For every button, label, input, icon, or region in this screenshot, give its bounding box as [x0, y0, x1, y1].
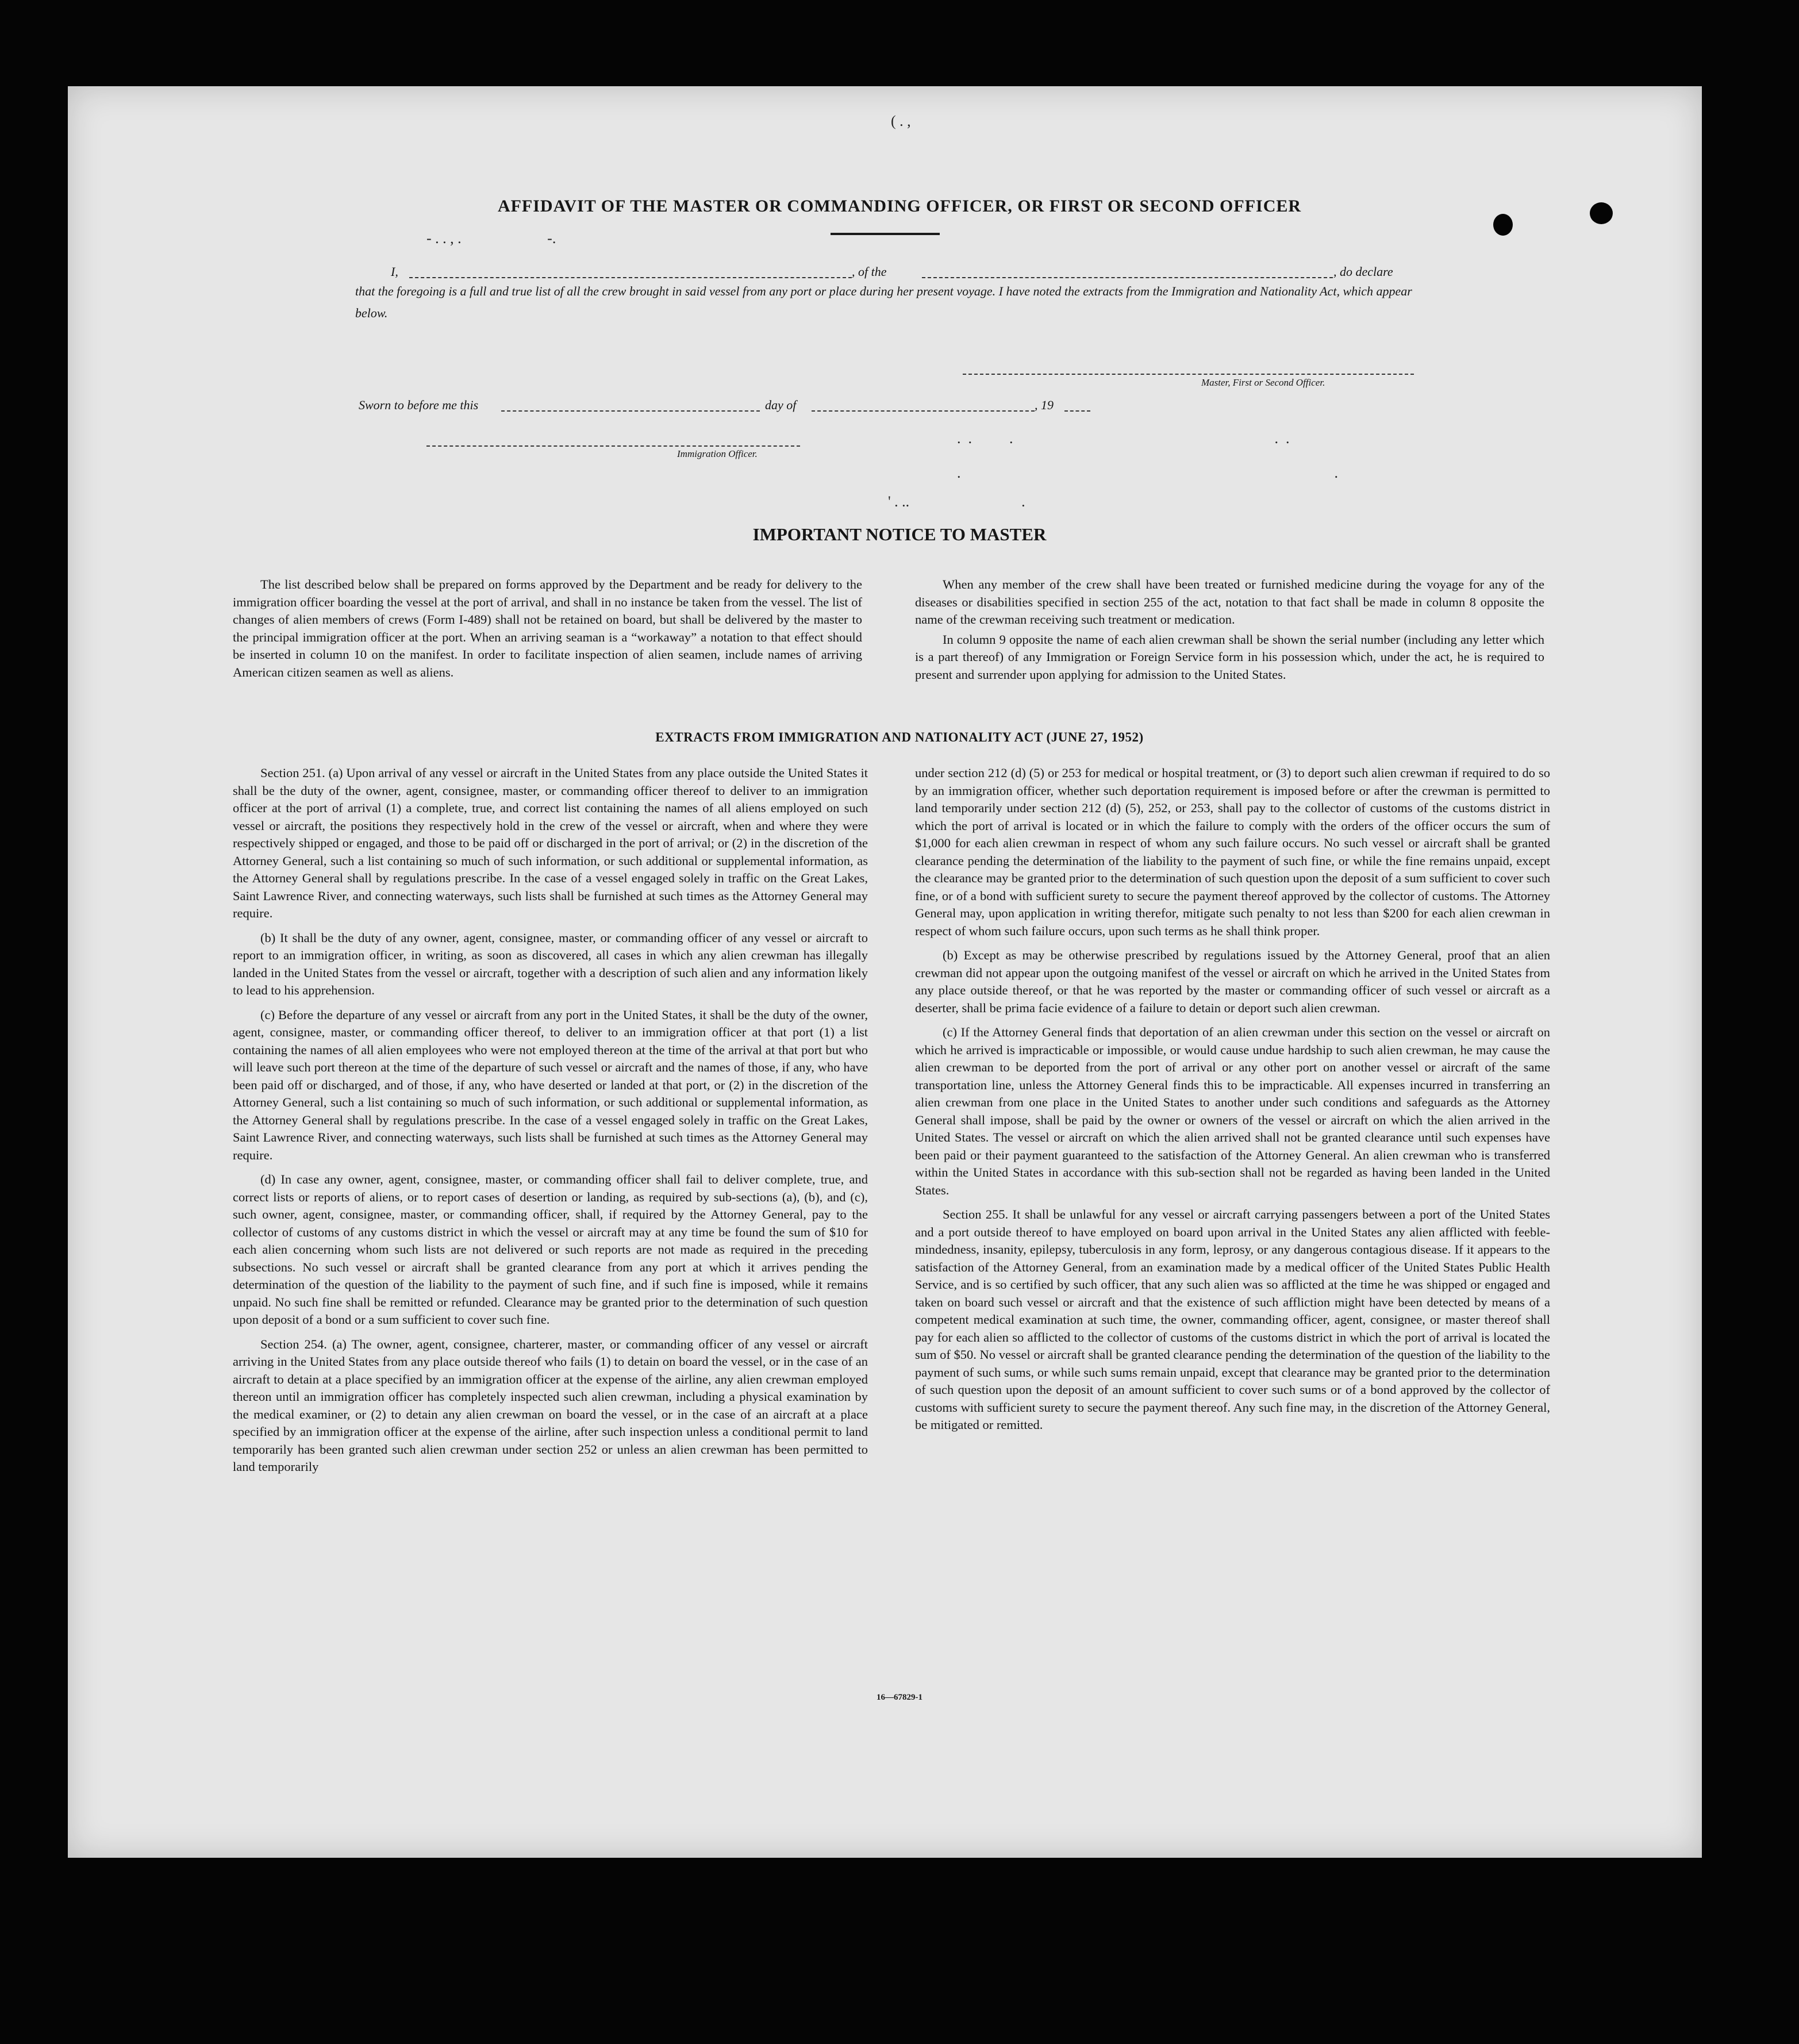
day-of-label: day of	[765, 398, 797, 412]
stray-mark: - . . , . -.	[426, 230, 556, 247]
section-251a: Section 251. (a) Upon arrival of any vessel or aircraft in the United States from any place outside the United States it shall be the duty of the owner, agent, consignee, master, or commanding officer thereof to deliver to an immigration officer at the port of arrival (1) a complete, true, and correct list containing the names of all aliens employed on such vessel or aircraft, the positions they respectively hold in the crew of the vessel or aircraft, when and where they were respectively shipped or engaged, and those to be paid off or discharged in the port of arrival; or (2) in the discretion of the Attorney General, such a list containing so much of such information, or such additional or supplemental information, as the Attorney General shall by regulations prescribe. In the case of a vessel engaged solely in traffic on the Great Lakes, Saint Lawrence River, and connecting waterways, such lists shall be furnished at such times as the Attorney General may require.	[233, 766, 868, 920]
stray-mark: . . . . .	[957, 430, 1290, 447]
sworn-year-blank	[1064, 410, 1090, 412]
notice-left-column	[233, 576, 862, 688]
notice-right-text-2: In column 9 opposite the name of each alien crewman shall be shown the serial number (including any letter which is a part thereof) of any Immigration or Foreign Service form in his possession which, under the act, he is required to present and surrender upon applying for admission to the United States.	[915, 632, 1544, 682]
notice-left-text: The list described below shall be prepared on forms approved by the Department and be ready for delivery to the immigration officer boarding the vessel at the port of arrival, and shall in no instance be taken from the vessel. The list of changes of alien members of crews (Form I-489) shall not be retained on board, but shall be delivered by the master to the principal immigration officer at the port. When an arriving seaman is a “workaway” a notation to that effect should be inserted in column 10 on the manifest. In order to facilitate inspection of alien seamen, include names of arriving American citizen seamen as well as aliens.	[233, 577, 862, 679]
officer-signature-line	[426, 445, 800, 447]
extracts-left-column	[233, 764, 868, 1483]
extracts-right-column	[915, 764, 1550, 1441]
signature-label: Master, First or Second Officer.	[1201, 377, 1325, 388]
notice-right-column	[915, 576, 1544, 690]
section-251c: (c) Before the departure of any vessel or aircraft from any port in the United States, it shall be the duty of the owner, agent, consignee, master, or commanding officer thereof, to deliver to an immigration officer at that port (1) a list containing the names of all alien employees who were not employed thereon at the time of the arrival at that port but who will leave such port thereon at the time of the departure of such vessel or aircraft and the names of those, if any, who have been paid off or discharged, and of those, if any, who have deserted or landed at that port, or (2) in the discretion of the Attorney General, such a list containing so much of such information, or such additional or supplemental information, as the Attorney General shall by regulations prescribe. In the case of a vessel engaged solely in traffic on the Great Lakes, Saint Lawrence River, and connecting waterways, such lists shall be furnished at such times as the Attorney General may require.	[233, 1007, 868, 1162]
declaration-do-declare: , do declare	[1333, 264, 1393, 279]
sworn-before-label: Sworn to before me this	[359, 398, 479, 412]
section-254a: Section 254. (a) The owner, agent, consignee, charterer, master, or commanding officer of any vessel or aircraft arriving in the United States from any place outside thereof who fails (1) to detain on board the vessel, or in the case of an aircraft to detain at a place specified by an immigration officer at the expense of the airline, any alien crewman employed thereon until an immigration officer has completely inspected such alien crewman, including a physical examination by the medical examiner, or (2) to detain any alien crewman on board the vessel, or in the case of an aircraft at a place specified by an immigration officer at the expense of the airline, after such inspection unless a conditional permit to land temporarily has been granted such alien crewman under section 252 or unless an alien crewman has been permitted to land temporarily	[233, 1336, 868, 1474]
form-number: 16—67829-1	[877, 1693, 922, 1702]
affidavit-title: AFFIDAVIT OF THE MASTER OR COMMANDING OFFICER, OR FIRST OR SECOND OFFICER	[497, 197, 1302, 216]
declaration-text: that the foregoing is a full and true list of all the crew brought in said vessel from any port or place during her present voyage. I have noted the extracts from the Immigration and Nationality Act, which appear below.	[355, 284, 1412, 320]
extracts-title: EXTRACTS FROM IMMIGRATION AND NATIONALITY ACT (JUNE 27, 1952)	[655, 730, 1144, 744]
section-255: Section 255. It shall be unlawful for any vessel or aircraft carrying passengers between a port of the United States and a port outside thereof to have employed on board upon arrival in the United States any alien afflicted with feeble-mindedness, insanity, epilepsy, tuberculosis in any form, leprosy, or any dangerous contagious disease. If it appears to the satisfaction of the Attorney General, from an examination made by a medical officer of the United States Public Health Service, and is so certified by such officer, that any such alien was so afflicted at the time he was shipped or engaged and taken on board such vessel or aircraft and that the existence of such affliction might have been detected by means of a competent medical examination at such time, the owner, commanding officer, agent, consignee, or master thereof shall pay for each alien so afflicted to the collector of customs of the customs district in which the port of arrival is located the sum of $50. No vessel or aircraft shall be granted clearance pending the determination of the question of the liability to the payment of such sums, or while such sums remain unpaid, except that clearance may be granted prior to the determination of such question upon the deposit of an amount sufficient to cover such sums or of a bond approved by the collector of customs with sufficient surety to secure the payment thereof. Any such fine may, in the discretion of the Attorney General, be mitigated or remitted.	[915, 1207, 1550, 1432]
sworn-month-blank	[812, 410, 1035, 412]
notice-title: IMPORTANT NOTICE TO MASTER	[752, 524, 1047, 544]
section-251b: (b) It shall be the duty of any owner, agent, consignee, master, or commanding officer of any vessel or aircraft to report to an immigration officer, in writing, as soon as discovered, all cases in which any alien crewman has illegally landed in the United States from the vessel or aircraft, together with a description of such alien and any information likely to lead to his apprehension.	[233, 930, 868, 997]
section-251d: (d) In case any owner, agent, consignee, master, or commanding officer shall fail to deliver complete, true, and correct lists or reports of aliens, or to report cases of desertion or landing, as required by sub-sections (a), (b), and (c), such owner, agent, consignee, master, or commanding officer, shall, if required by the Attorney General, pay to the collector of customs of any customs district in which the vessel or aircraft may at any time be found the sum of $10 for each alien concerning whom such lists are not delivered or such reports are not made as required in the preceding subsections. No such vessel or aircraft shall be granted clearance from any port at which it arrives pending the determination of the question of the liability to the payment of such fine, and if such fine is imposed, while it remains unpaid. No such fine shall be remitted or refunded. Clearance may be granted prior to the determination of such question upon deposit of a bond or a sum sufficient to cover such fine.	[233, 1172, 868, 1327]
punch-hole-left	[1493, 214, 1513, 236]
declaration-i: I,	[391, 264, 398, 279]
notice-right-text-1: When any member of the crew shall have been treated or furnished medicine during the voyage for any of the diseases or disabilities specified in section 255 of the act, notation to that fact shall be made in column 8 opposite the name of the crewman receiving such treatment or medication.	[915, 577, 1544, 627]
declaration-of-the: , of the	[852, 264, 887, 279]
sworn-day-blank	[501, 410, 760, 412]
title-rule	[831, 233, 940, 235]
section-254b: (b) Except as may be otherwise prescribed by regulations issued by the Attorney General, proof that an alien crewman did not appear upon the outgoing manifest of the vessel or aircraft on which he arrived in the United States from any place outside thereof, or that he was reported by the master or commanding officer of such vessel or aircraft as a deserter, shall be prima facie evidence of a failure to detain or deport such alien crewman.	[915, 948, 1550, 1015]
stray-mark: ( . ,	[891, 113, 911, 129]
section-254c: (c) If the Attorney General finds that deportation of an alien crewman under this section on the vessel or aircraft on which he arrived is impracticable or impossible, or would cause undue hardship to such alien crewman, he may cause the alien crewman to be deported from the port of arrival or any other port on another vessel or aircraft of the same transportation line, unless the Attorney General finds this to be impracticable. All expenses incurred in transferring an alien crewman from one place in the United States to another under such conditions and safeguards as the Attorney General shall impose, shall be paid by the owner or owners of the vessel or aircraft on which the alien arrived in the United States. The vessel or aircraft on which the alien arrived shall not be granted clearance until such expenses have been paid or their payment guaranteed to the satisfaction of the Attorney General. An alien crewman who is transferred within the United States in accordance with this sub-section shall not be regarded as having been landed in the United States.	[915, 1025, 1550, 1197]
officer-label: Immigration Officer.	[677, 448, 758, 459]
stray-mark: . .	[957, 464, 1338, 481]
stray-mark: ' . .. .	[888, 493, 1025, 510]
year-prefix: , 19	[1035, 398, 1054, 412]
signature-line	[963, 374, 1414, 375]
vessel-blank	[922, 277, 1333, 278]
section-254a-continued: under section 212 (d) (5) or 253 for medical or hospital treatment, or (3) to deport such alien crewman if required to do so by an immigration officer, whether such deportation requirement is imposed before or after the crewman is permitted to land temporarily under section 212 (d) (5), 252, or 253, shall pay to the collector of customs of the customs district in which the port of arrival is located or in which the failure to comply with the orders of the officer occurs the sum of $1,000 for each alien crewman in respect of whom any such failure occurs. No such vessel or aircraft shall be granted clearance pending the determination of the liability to the payment of such fine, or while the fine remains unpaid, except the clearance may be granted prior to the determination of such question upon the deposit of a sum sufficient to cover such fine, or of a bond with sufficient surety to secure the payment thereof approved by the collector of customs. The Attorney General may, upon application in writing therefor, mitigate such penalty to not less than $200 for each alien crewman in respect of whom such failure occurs, upon such terms as he shall think proper.	[915, 766, 1550, 938]
name-blank	[409, 277, 852, 278]
